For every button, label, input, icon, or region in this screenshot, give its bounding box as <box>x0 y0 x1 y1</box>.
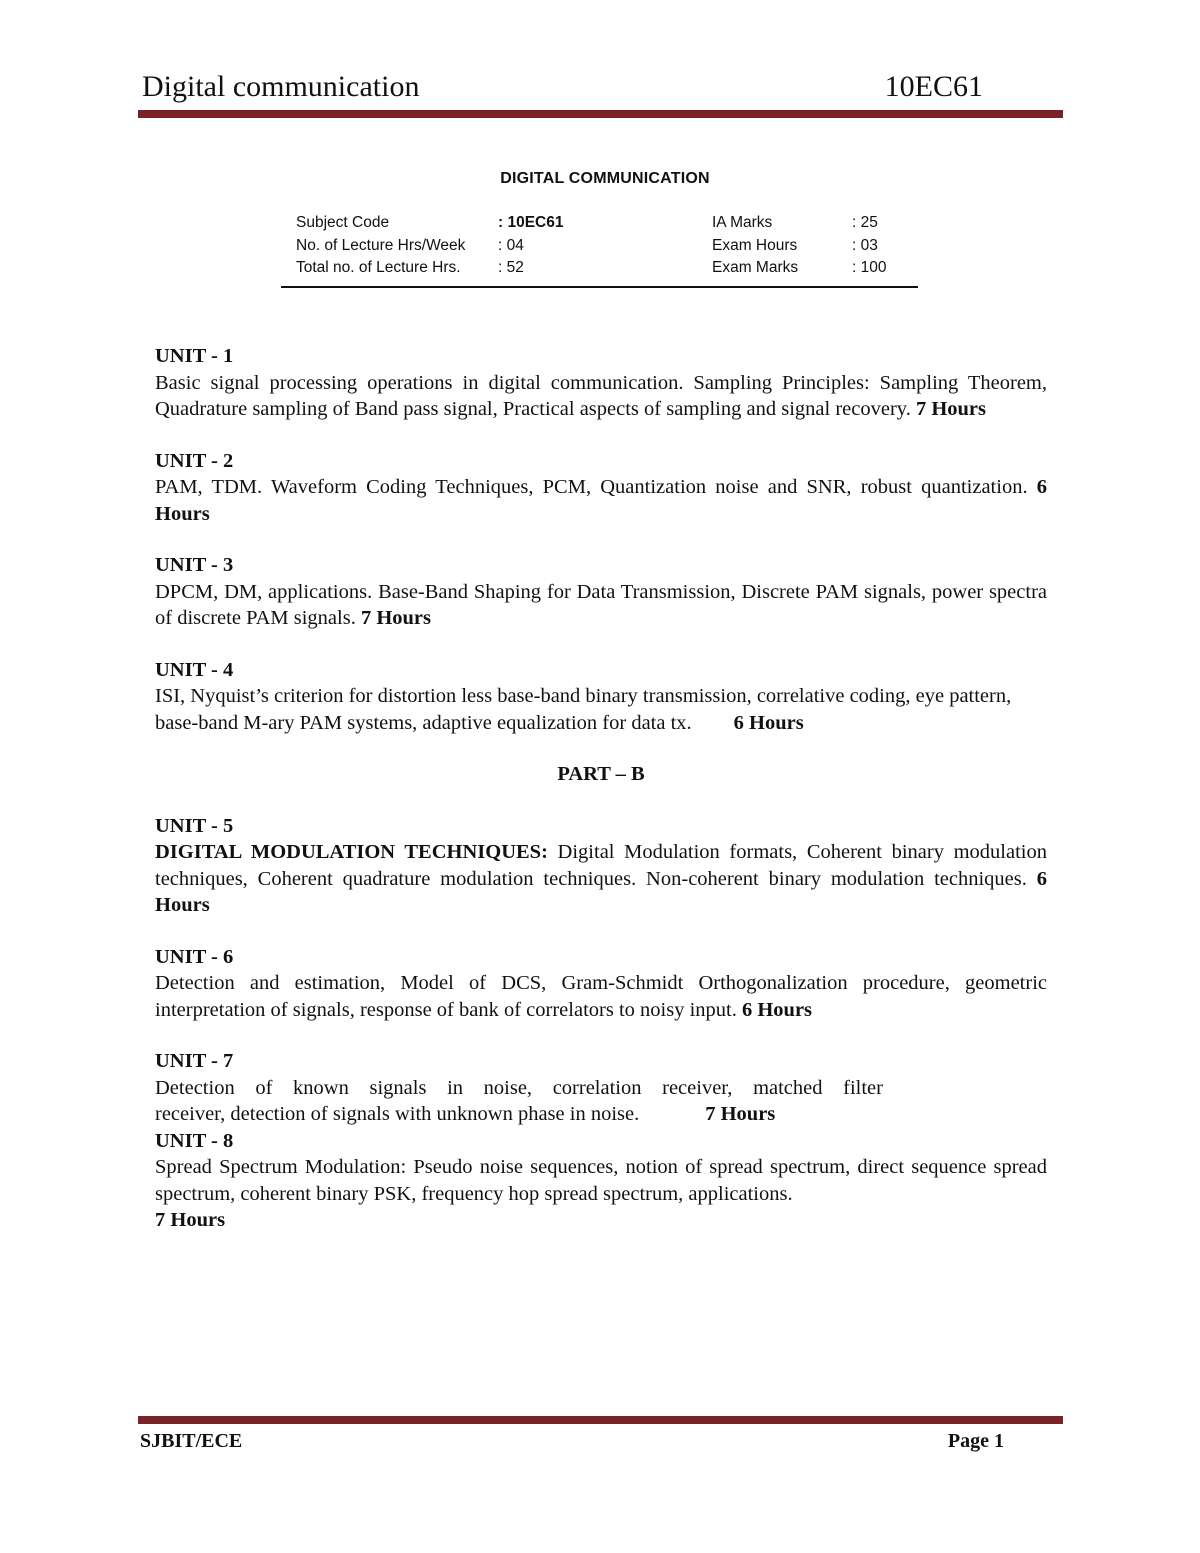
unit-section <box>155 1128 1047 1234</box>
unit-description: PAM, TDM. Waveform Coding Techniques, PCM, Quantization noise and SNR, robust quantization. <box>155 476 1037 498</box>
info-value: : 52 <box>498 259 524 276</box>
part-b-heading: PART – B <box>557 763 645 785</box>
info-table-rule <box>281 286 918 288</box>
unit-heading: UNIT - 5 <box>155 814 234 837</box>
unit-text <box>155 839 1047 919</box>
page-header <box>140 70 983 110</box>
info-label: Exam Hours <box>712 236 798 254</box>
unit-heading: UNIT - 2 <box>155 449 234 472</box>
info-label: Total no. of Lecture Hrs. <box>296 259 461 276</box>
unit-text: Detection of known signals in noise, correlation receiver, matched filter <box>155 1076 883 1099</box>
unit-text <box>155 579 1047 632</box>
info-row <box>296 214 916 237</box>
unit-section <box>155 343 1047 423</box>
info-value: : 100 <box>852 259 887 276</box>
unit-description: ISI, Nyquist’s criterion for distortion less base-band binary transmission, correlative coding, eye pattern, base-band M-ary PAM systems, adaptive equalization for data tx. <box>155 685 1012 734</box>
footer-rule <box>138 1416 1063 1424</box>
unit-heading: UNIT - 1 <box>155 345 234 367</box>
info-value: : 04 <box>498 236 524 254</box>
unit-text <box>155 474 1047 527</box>
info-label: Subject Code <box>296 214 390 231</box>
header-title: Digital communication <box>142 70 420 103</box>
info-value: : 03 <box>852 236 878 254</box>
unit-section <box>155 657 1047 737</box>
unit-text <box>155 683 1047 736</box>
unit-heading: UNIT - 6 <box>155 945 234 968</box>
footer-department: SJBIT/ECE <box>140 1430 243 1452</box>
document-title: DIGITAL COMMUNICATION <box>500 170 710 187</box>
unit-heading: UNIT - 8 <box>155 1129 234 1152</box>
unit-hours: 7 Hours <box>915 398 987 420</box>
unit-description: receiver, detection of signals with unknown phase in noise. <box>155 1103 640 1125</box>
header-rule <box>138 110 1063 118</box>
unit-lead: DIGITAL MODULATION TECHNIQUES: <box>155 841 548 863</box>
unit-section <box>155 944 1047 1024</box>
unit-section <box>155 448 1047 528</box>
unit-hours: 6 Hours <box>733 711 804 734</box>
info-row <box>296 237 916 260</box>
syllabus-content <box>155 343 1047 1234</box>
unit-hours: 6 Hours <box>155 476 1047 525</box>
unit-section <box>155 552 1047 632</box>
info-label: No. of Lecture Hrs/Week <box>296 236 466 254</box>
unit-hours: 6 Hours <box>155 867 1047 916</box>
info-label: IA Marks <box>712 214 773 231</box>
unit-description: DPCM, DM, applications. Base-Band Shaping for Data Transmission, Discrete PAM signals, power spectra of discrete PAM signals. <box>155 580 1047 629</box>
unit-hours: 7 Hours <box>155 1209 226 1231</box>
course-info-table <box>296 214 916 282</box>
unit-hours: 7 Hours <box>360 607 432 629</box>
header-course-code: 10EC61 <box>884 70 983 103</box>
info-row <box>296 259 916 282</box>
info-label: Exam Marks <box>712 259 799 276</box>
unit-text <box>155 370 1047 423</box>
unit-hours: 7 Hours <box>705 1103 776 1125</box>
info-value: : 25 <box>852 214 878 231</box>
page-number: Page 1 <box>947 1430 1004 1452</box>
unit-description: Detection and estimation, Model of DCS, Gram-Schmidt Orthogonalization procedure, geometric interpretation of signals, response of bank of correlators to noisy input. <box>155 972 1047 1021</box>
unit-heading: UNIT - 7 <box>155 1050 234 1072</box>
unit-text <box>155 970 1047 1023</box>
unit-heading: UNIT - 3 <box>155 554 234 576</box>
unit-heading: UNIT - 4 <box>155 658 234 681</box>
info-value: : 10EC61 <box>498 214 564 231</box>
unit-section <box>155 1048 1047 1128</box>
unit-text: Spread Spectrum Modulation: Pseudo noise sequences, notion of spread spectrum, direct sequence spread spectrum, coherent binary PSK, frequency hop spread spectrum, applications. <box>155 1156 1047 1205</box>
unit-section <box>155 813 1047 919</box>
unit-description: Basic signal processing operations in digital communication. Sampling Principles: Sampling Theorem, Quadrature sampling of Band pass signal, Practical aspects of sampling and signal recovery. <box>155 371 1047 420</box>
unit-hours: 6 Hours <box>741 998 813 1021</box>
unit-text <box>155 1101 1047 1128</box>
unit-description: Digital Modulation formats, Coherent binary modulation techniques, Coherent quadrature modulation techniques. Non-coherent binary modulation techniques. <box>155 841 1047 890</box>
